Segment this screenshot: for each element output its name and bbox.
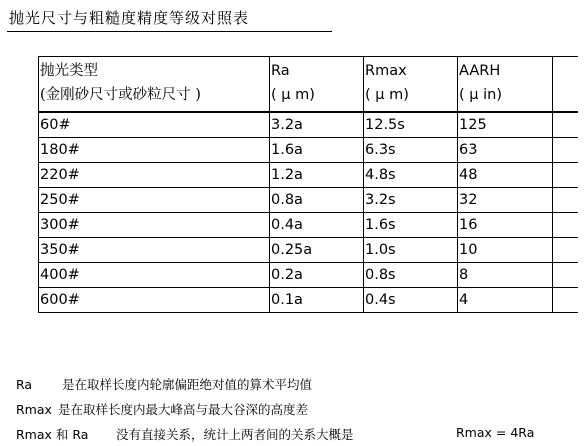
header-aarh-label: AARH — [459, 63, 501, 79]
note-rmax-term: Rmax — [16, 402, 52, 417]
cell-rmax: 12.5s — [364, 112, 458, 138]
cell-rmax: 0.8s — [364, 263, 458, 288]
note-relation — [16, 425, 354, 443]
cell-rmax: 4.8s — [364, 163, 458, 188]
cell-grit: 220# — [39, 163, 270, 188]
header-polish-type-line2: (金刚砂尺寸或砂粒尺寸 ) — [40, 87, 201, 103]
table-edge-cell — [553, 163, 579, 188]
cell-grit: 250# — [39, 188, 270, 213]
cell-aarh: 32 — [458, 188, 553, 213]
cell-rmax: 1.0s — [364, 238, 458, 263]
header-aarh-unit: ( μ in) — [459, 87, 502, 103]
cell-ra: 0.1a — [270, 288, 364, 313]
cell-aarh: 4 — [458, 288, 553, 313]
cell-grit: 400# — [39, 263, 270, 288]
table-edge-cell — [553, 188, 579, 213]
note-relation-text: 没有直接关系，统计上两者间的关系大概是 — [116, 427, 354, 442]
header-polish-type-line1: 抛光类型 — [40, 63, 98, 79]
cell-ra: 3.2a — [270, 112, 364, 138]
page-title: 抛光尺寸与粗糙度精度等级对照表 — [9, 9, 250, 27]
table-row — [39, 263, 579, 288]
table-edge-cell — [553, 263, 579, 288]
cell-rmax: 3.2s — [364, 188, 458, 213]
table-edge-cell — [553, 57, 579, 113]
cell-ra: 0.2a — [270, 263, 364, 288]
cell-grit: 180# — [39, 138, 270, 163]
note-rmax — [16, 400, 308, 418]
header-ra — [270, 57, 364, 113]
header-aarh — [458, 57, 553, 113]
cell-aarh: 125 — [458, 112, 553, 138]
cell-rmax: 0.4s — [364, 288, 458, 313]
cell-ra: 1.2a — [270, 163, 364, 188]
cell-ra: 0.25a — [270, 238, 364, 263]
header-polish-type — [39, 57, 270, 113]
cell-grit: 600# — [39, 288, 270, 313]
table-edge-cell — [553, 288, 579, 313]
table-row — [39, 188, 579, 213]
cell-aarh: 48 — [458, 163, 553, 188]
table-edge-cell — [553, 213, 579, 238]
table-header-row — [39, 57, 579, 113]
cell-ra: 0.4a — [270, 213, 364, 238]
relation-formula: Rmax = 4Ra — [456, 425, 535, 440]
title-underline — [7, 31, 332, 32]
header-rmax — [364, 57, 458, 113]
note-ra-text: 是在取样长度内轮廓偏距绝对值的算术平均值 — [62, 377, 313, 392]
table-edge-cell — [553, 238, 579, 263]
roughness-table — [38, 56, 578, 313]
table-row — [39, 213, 579, 238]
cell-grit: 350# — [39, 238, 270, 263]
cell-aarh: 8 — [458, 263, 553, 288]
note-rmax-text: 是在取样长度内最大峰高与最大谷深的高度差 — [58, 402, 309, 417]
cell-grit: 60# — [39, 112, 270, 138]
cell-aarh: 63 — [458, 138, 553, 163]
note-relation-term: Rmax 和 Ra — [16, 427, 89, 442]
header-ra-unit: ( μ m) — [271, 87, 315, 103]
table-row — [39, 112, 579, 138]
cell-ra: 0.8a — [270, 188, 364, 213]
cell-ra: 1.6a — [270, 138, 364, 163]
table-edge-cell — [553, 112, 579, 138]
cell-rmax: 1.6s — [364, 213, 458, 238]
table-row — [39, 138, 579, 163]
header-rmax-unit: ( μ m) — [365, 87, 409, 103]
table-row — [39, 238, 579, 263]
header-rmax-label: Rmax — [365, 63, 407, 79]
table-row — [39, 288, 579, 313]
table-row — [39, 163, 579, 188]
header-ra-label: Ra — [271, 63, 290, 79]
cell-aarh: 10 — [458, 238, 553, 263]
cell-rmax: 6.3s — [364, 138, 458, 163]
note-ra-term: Ra — [16, 377, 33, 392]
note-ra — [16, 375, 312, 393]
cell-aarh: 16 — [458, 213, 553, 238]
cell-grit: 300# — [39, 213, 270, 238]
table-edge-cell — [553, 138, 579, 163]
